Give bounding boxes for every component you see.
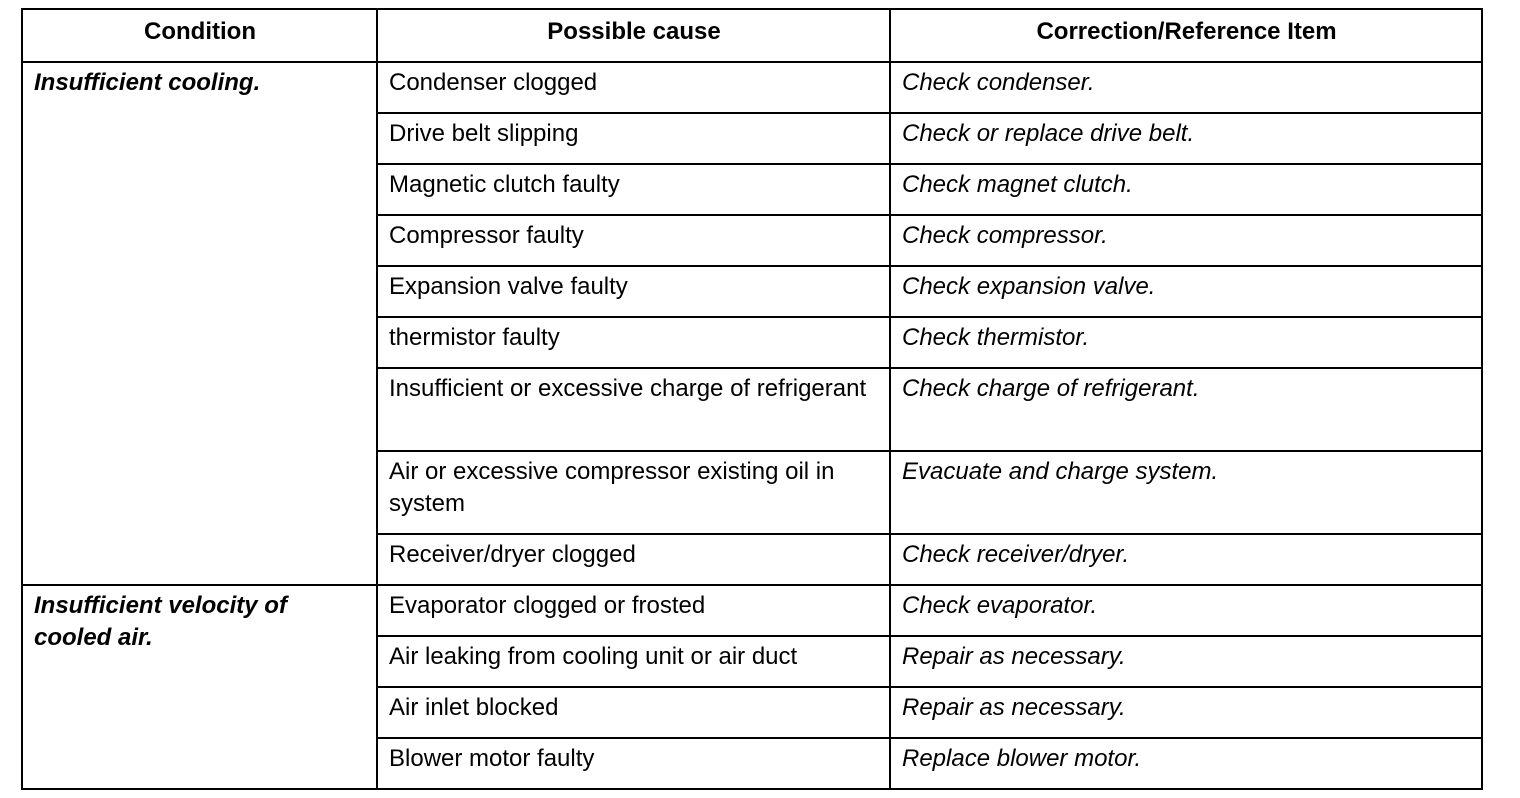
- table-row: [22, 62, 1482, 113]
- correction-cell: Check magnet clutch.: [890, 164, 1482, 215]
- correction-cell: Check thermistor.: [890, 317, 1482, 368]
- cause-cell: Evaporator clogged or frosted: [377, 585, 890, 636]
- correction-cell: Check evaporator.: [890, 585, 1482, 636]
- condition-cell: Insufficient velocity of cooled air.: [22, 585, 377, 789]
- cause-cell: Air or excessive compressor existing oil in system: [377, 451, 890, 534]
- cause-cell: Magnetic clutch faulty: [377, 164, 890, 215]
- cause-cell: Air inlet blocked: [377, 687, 890, 738]
- cause-cell: Compressor faulty: [377, 215, 890, 266]
- correction-cell: Check compressor.: [890, 215, 1482, 266]
- correction-cell: Repair as necessary.: [890, 687, 1482, 738]
- correction-cell: Check receiver/dryer.: [890, 534, 1482, 585]
- cause-cell: Insufficient or excessive charge of refrigerant: [377, 368, 890, 451]
- cause-cell: Drive belt slipping: [377, 113, 890, 164]
- correction-cell: Check or replace drive belt.: [890, 113, 1482, 164]
- correction-cell: Check expansion valve.: [890, 266, 1482, 317]
- header-correction: Correction/Reference Item: [890, 9, 1482, 62]
- correction-cell: Check condenser.: [890, 62, 1482, 113]
- condition-cell: Insufficient cooling.: [22, 62, 377, 585]
- header-condition: Condition: [22, 9, 377, 62]
- header-row: [22, 9, 1482, 62]
- cause-cell: Condenser clogged: [377, 62, 890, 113]
- correction-cell: Replace blower motor.: [890, 738, 1482, 789]
- cause-cell: Expansion valve faulty: [377, 266, 890, 317]
- cause-cell: Receiver/dryer clogged: [377, 534, 890, 585]
- header-possible-cause: Possible cause: [377, 9, 890, 62]
- cause-cell: Blower motor faulty: [377, 738, 890, 789]
- table-row: [22, 585, 1482, 636]
- correction-cell: Check charge of refrigerant.: [890, 368, 1482, 451]
- correction-cell: Repair as necessary.: [890, 636, 1482, 687]
- correction-cell: Evacuate and charge system.: [890, 451, 1482, 534]
- cause-cell: Air leaking from cooling unit or air duct: [377, 636, 890, 687]
- cause-cell: thermistor faulty: [377, 317, 890, 368]
- diagnosis-table: [21, 8, 1483, 790]
